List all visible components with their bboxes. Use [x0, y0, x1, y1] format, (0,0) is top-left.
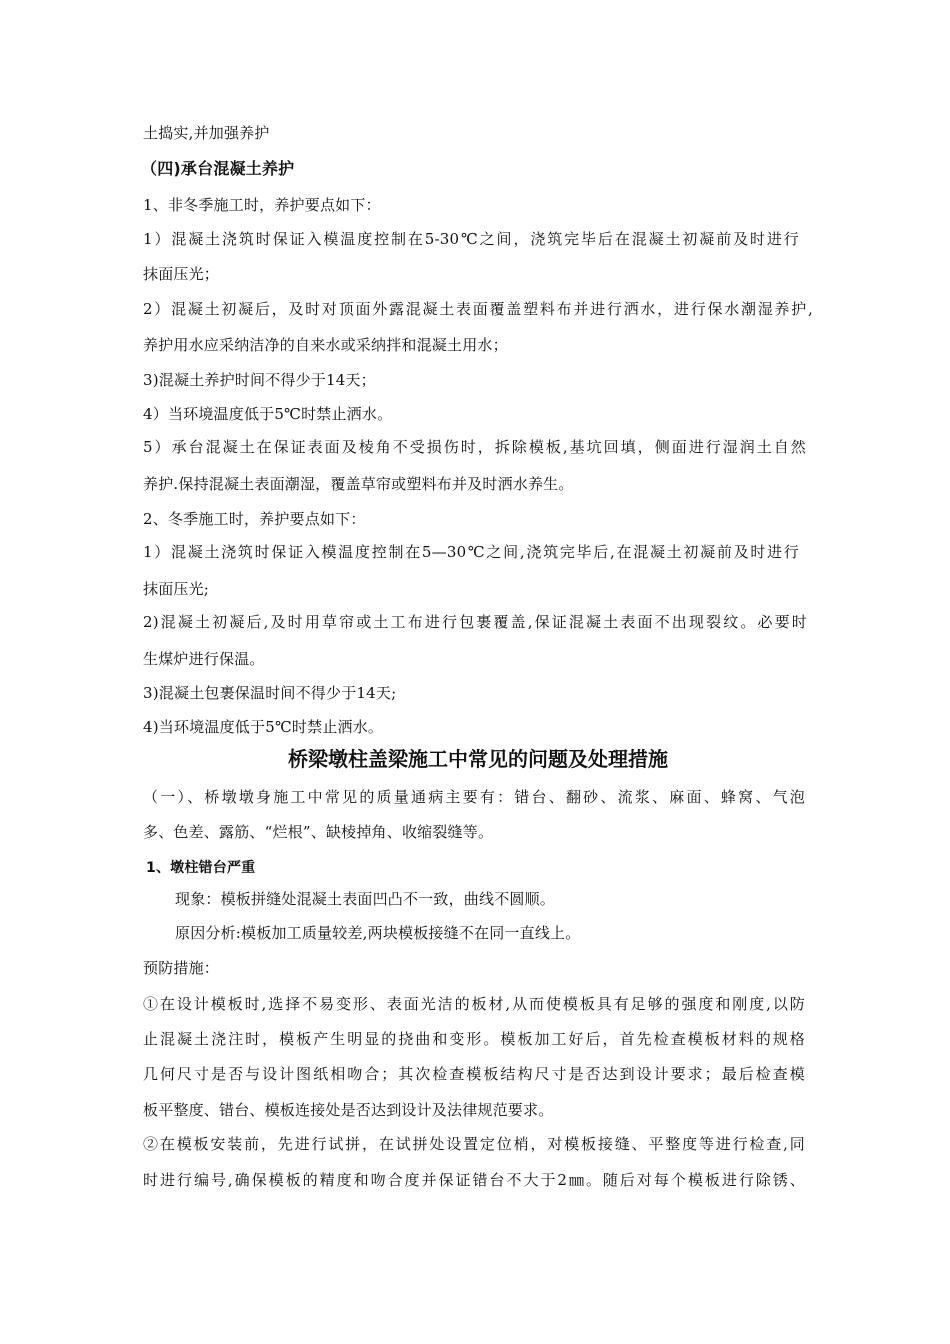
text-line: 2)混凝土初凝后,及时用草帘或土工布进行包裹覆盖,保证混凝土表面不出现裂纹。必要时 — [143, 613, 807, 631]
text-line: 3)混凝土包裹保温时间不得少于14天; — [143, 684, 397, 702]
text-line: 板平整度、错台、模板连接处是否达到设计及法律规范要求。 — [143, 1101, 554, 1119]
text-line: 2、冬季施工时，养护要点如下： — [143, 510, 366, 528]
text-line: 多、色差、露筋、“烂根”、缺棱掉角、收缩裂缝等。 — [143, 823, 494, 841]
text-line: 养护.保持混凝土表面潮湿，覆盖草帘或塑料布并及时洒水养生。 — [143, 475, 574, 493]
text-line: 4)当环境温度低于5℃时禁止洒水。 — [143, 718, 384, 736]
subsection-heading: 1、墩柱错台严重 — [146, 860, 256, 876]
text-line: （一）、桥墩墩身施工中常见的质量通病主要有：错台、翻砂、流浆、麻面、蜂窝、气泡 — [143, 788, 805, 806]
text-line: 原因分析:模板加工质量较差,两块模板接缝不在同一直线上。 — [175, 924, 581, 942]
text-line: 抹面压光; — [143, 580, 210, 598]
text-line: 4）当环境温度低于5℃时禁止洒水。 — [143, 405, 393, 423]
text-line: 现象：模板拼缝处混凝土表面凹凸不一致，曲线不圆顺。 — [175, 890, 556, 908]
text-line: 抹面压光； — [143, 265, 220, 283]
text-line: 5）承台混凝土在保证表面及棱角不受损伤时，拆除模板,基坑回填，侧面进行湿润土自然 — [143, 438, 806, 456]
text-line: 1、非冬季施工时，养护要点如下： — [143, 196, 381, 214]
text-line: 1）混凝土浇筑时保证入模温度控制在5—30℃之间,浇筑完毕后,在混凝土初凝前及时进行 — [143, 543, 799, 561]
document-title: 桥梁墩柱盖梁施工中常见的问题及处理措施 — [288, 747, 668, 771]
text-line: 1）混凝土浇筑时保证入模温度控制在5-30℃之间，浇筑完毕后在混凝土初凝前及时进行 — [143, 230, 799, 248]
text-line: 几何尺寸是否与设计图纸相吻合；其次检查模板结构尺寸是否达到设计要求；最后检查模 — [143, 1065, 805, 1083]
text-line: 2）混凝土初凝后，及时对顶面外露混凝土表面覆盖塑料布并进行洒水，进行保水潮湿养护, — [143, 300, 813, 318]
text-line: 土捣实,并加强养护 — [143, 124, 270, 142]
text-line: 养护用水应采纳洁净的自来水或采纳拌和混凝土用水； — [143, 336, 508, 354]
text-line: 3)混凝土养护时间不得少于14天； — [143, 371, 376, 389]
text-line: ②在模板安装前，先进行试拼，在试拼处设置定位梢，对模板接缝、平整度等进行检查,同 — [143, 1135, 805, 1153]
section-heading: （四)承台混凝土养护 — [141, 159, 295, 178]
text-line: 生煤炉进行保温。 — [143, 650, 265, 668]
text-line: 预防措施： — [143, 959, 220, 977]
text-line: ①在设计模板时,选择不易变形、表面光洁的板材,从而使模板具有足够的强度和刚度,以防 — [143, 995, 805, 1013]
text-line: 时进行编号,确保模板的精度和吻合度并保证错台不大于2㎜。随后对每个模板进行除锈、 — [143, 1171, 805, 1189]
text-line: 止混凝土浇注时，模板产生明显的挠曲和变形。模板加工好后，首先检查模板材料的规格 — [143, 1030, 805, 1048]
